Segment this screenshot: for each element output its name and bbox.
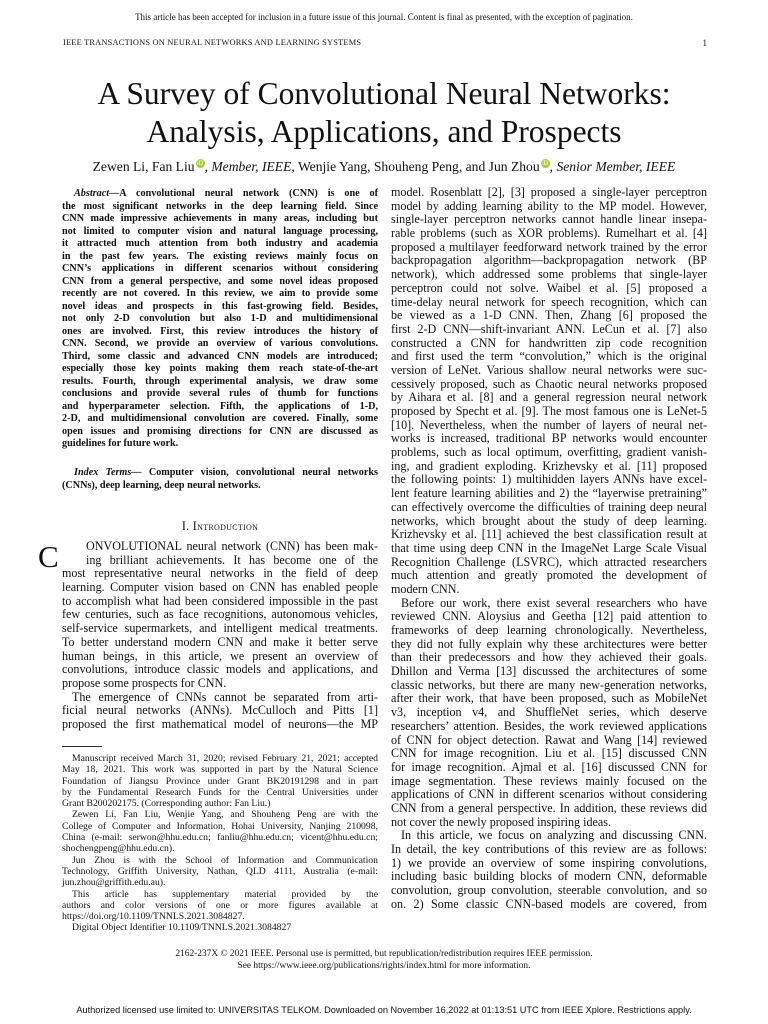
footnote-line: Foundation of Jiangsu Province under Grant BK20191298 and in part <box>62 775 378 787</box>
top-notice: This article has been accepted for inclusion in a future issue of this journal. Content is final as presented, with the exception of pagination. <box>135 12 633 22</box>
body-line: frameworks of deep learning chronologically. Nevertheless, <box>391 623 707 637</box>
body-line: proposed by Specht et al. [9]. The most famous one is LeNet-5 <box>391 404 707 418</box>
footnote-line: May 18, 2021. This work was supported in part by the Natural Science <box>62 764 378 776</box>
body-line: [10]. Nevertheless, when the number of layers of neural net- <box>391 417 707 432</box>
abstract-line: especially those key points making them reach state-of-the-art <box>62 363 378 374</box>
copyright-line[interactable]: See https://www.ieee.org/publications/rights/index.html for more information. <box>237 960 531 971</box>
abstract-line: recently are not covered. In this review, we aim to provide some <box>62 288 378 299</box>
body-line: Before our work, there exist several researchers who have <box>401 595 707 610</box>
body-line: human beings, in this article, we present an overview of <box>62 648 378 663</box>
abstract-line: in the past few years. The existing reviews mainly focus on <box>62 250 378 262</box>
paper-title <box>40 75 728 151</box>
body-line: proposed a multilayer feedforward network trained by the error <box>391 239 707 254</box>
footnote-line: China (e-mail: serwon@hhu.edu.cn; fanliu@hhu.edu.cn; vicent@hhu.edu.cn; <box>62 832 378 844</box>
abstract-line: ones are involved. First, this review introduces the history of <box>62 325 378 337</box>
body-line: few centuries, such as face recognitions, autonomous vehicles, <box>62 607 378 622</box>
body-line: In this article, we focus on analyzing and discussing CNN. <box>401 828 707 843</box>
body-line: classic networks, but there are many new-generation networks, <box>391 677 707 692</box>
body-line: image segmentation. These reviews mainly focused on the <box>391 773 707 788</box>
copyright-notice <box>0 949 768 972</box>
abstract-line: 2-D, and multidimensional convolution are covered. Finally, some <box>62 413 378 424</box>
body-line: Krizhevsky et al. [11] achieved the best classification result at <box>391 527 707 542</box>
footnote-line: Digital Object Identifier 10.1109/TNNLS.2021.3084827 <box>72 922 292 934</box>
author-line: Zewen Li, Fan Liu iD, Member, IEEE, Wenjie Yang, Shouheng Peng, and Jun Zhou iD, Senior Member, IEEE <box>92 159 676 174</box>
abstract-label: Abstract— <box>74 188 120 199</box>
title-line: A Survey of Convolutional Neural Networks: <box>97 76 671 111</box>
index-terms-label: Index Terms— <box>74 467 142 478</box>
orcid-icon[interactable]: iD <box>541 160 549 167</box>
body-line: C ONVOLUTIONAL neural network (CNN) has been mak- <box>38 539 378 574</box>
body-line: self-service supermarkets, and intelligent medical treatments. <box>62 621 378 636</box>
abstract-line: not limited to computer vision and natural language processing, <box>62 225 378 237</box>
abstract-line: CNN. Second, we provide an overview of various convolutions. <box>62 338 378 349</box>
footnote-line: jun.zhou@griffith.edu.au). <box>62 877 166 889</box>
body-line: convolution, group convolution, steerable convolution, and so <box>391 883 707 898</box>
body-line: first 2-D CNN—shift-invariant ANN. LeCun et al. [7] also <box>391 321 707 336</box>
body-line: much attention and greatly promoted the development of <box>391 568 707 583</box>
body-line: cessively proposed, such as Chaotic neural networks proposed <box>391 376 707 391</box>
body-line: CNN for image recognition. Liu et al. [15] discussed CNN <box>391 746 707 761</box>
body-line: learning. Computer vision based on CNN has enabled people <box>62 580 378 595</box>
footnote-line: This article has supplementary material provided by the <box>72 888 378 900</box>
author-membership: Senior Member, IEEE <box>556 159 676 174</box>
body-line: problems, such as local optimum, overfitting, gradient vanish- <box>391 445 707 460</box>
abstract-line: CNN’s applications in different scenarios without considering <box>62 263 378 274</box>
body-line: to accomplish what had been considered impossible in the past <box>62 593 378 608</box>
abstract-line: CNN made impressive achievements in many areas, including but <box>62 213 378 224</box>
footnote-rule <box>62 746 102 747</box>
abstract-line: Third, some classic and advanced CNN models are introduced; <box>62 350 378 362</box>
author-names: Zewen Li, Fan Liu <box>92 159 195 174</box>
body-line: modern CNN. <box>391 581 460 596</box>
drop-cap: C <box>38 539 59 574</box>
body-line: lent feature learning abilities and 2) the “layerwise pretraining” <box>391 486 707 501</box>
body-line: of CNN for object detection. Rawat and Wang [14] reviewed <box>391 732 707 747</box>
index-terms <box>62 467 378 492</box>
abstract-line: it attracted much attention from both industry and academia <box>62 238 378 249</box>
body-line: Dhillon and Verma [13] discussed the architectures of some <box>391 664 707 679</box>
body-line: 1) we provide an overview of some inspiring convolutions, <box>391 855 707 870</box>
body-line: including basic building blocks of modern CNN, deformable <box>391 869 707 884</box>
footnote-line: shochengpeng@hhu.edu.cn). <box>62 843 175 855</box>
body-line: propose some prospects for CNN. <box>62 675 227 690</box>
body-line: researchers’ attention. Besides, the work reviewed applications <box>391 718 707 733</box>
abstract <box>62 188 378 451</box>
body-line: be viewed as a 1-D CNN. Then, Zhang [6] proposed the <box>391 308 707 323</box>
footnote-line: Zewen Li, Fan Liu, Wenjie Yang, and Shouheng Peng are with the <box>72 809 378 821</box>
body-line: the following points: 1) multihidden layers ANNs have excel- <box>391 472 707 487</box>
body-line: convolutions, introduce classic models and applications, and <box>62 662 378 677</box>
body-line: ficial neural networks (ANNs). McCulloch and Pitts [1] <box>62 703 378 718</box>
abstract-line: novel ideas and prospects in this fast-growing field. Besides, <box>62 300 378 312</box>
body-line: backpropagation algorithm—backpropagation network (BP <box>391 253 707 268</box>
body-line: and first used the term “convolution,” which is the original <box>391 349 707 364</box>
body-line: network), which addressed some problems that single-layer <box>391 267 707 282</box>
body-line: than their predecessors and how they achieved their goals. <box>391 650 707 665</box>
footnote-line[interactable]: https://doi.org/10.1109/TNNLS.2021.3084827. <box>62 911 245 923</box>
body-line: The emergence of CNNs cannot be separated from arti- <box>72 689 378 704</box>
abstract-line: guidelines for future work. <box>62 438 179 449</box>
license-footer: Authorized licensed use limited to: UNIVERSITAS TELKOM. Downloaded on November 16,2022 at 01:13:51 UTC from IEEE Xplore. Restrictions apply. <box>76 1005 692 1015</box>
title-line: Analysis, Applications, and Prospects <box>146 114 622 149</box>
footnote-line: Technology, Griffith University, Nathan, QLD 4111, Australia (e-mail: <box>62 865 378 877</box>
footnote-line: Grant B200202175. (Corresponding author: Fan Liu.) <box>62 798 271 810</box>
body-line: single-layer perceptron networks cannot handle linear insepa- <box>391 212 707 227</box>
body-line: ing, and gradient exploding. Krizhevsky et al. [11] proposed <box>391 458 707 473</box>
author-membership: Member, IEEE <box>211 159 292 174</box>
body-line: CNN from a general perspective. In addition, these reviews did <box>391 800 707 815</box>
author-names: , Wenjie Yang, Shouheng Peng, and Jun Zhou <box>291 159 540 174</box>
body-line: they did not fully explain why these architectures were better <box>391 636 707 651</box>
body-line: model by adding learning ability to the MP model. However, <box>391 198 707 213</box>
footnote-line: College of Computer and Information, Hohai University, Nanjing 210098, <box>62 820 378 832</box>
footnotes <box>62 753 378 934</box>
copyright-line: 2162-237X © 2021 IEEE. Personal use is permitted, but republication/redistribution requires IEEE permission. <box>175 949 593 959</box>
body-line: v3, inception v4, and ShuffleNet series, which deserve <box>391 705 707 720</box>
abstract-line: CNN from a general perspective, and some novel ideas proposed <box>62 275 378 287</box>
section-heading: I. Introduction <box>181 519 259 533</box>
body-line: proposed the first mathematical model of neurons—the MP <box>62 716 378 731</box>
body-line: In detail, the key contributions of this review are as follows: <box>391 842 707 856</box>
footnote-line: Manuscript received March 31, 2020; revised February 21, 2021; accepted <box>72 753 378 764</box>
abstract-line: and hyperparameter selection. Fifth, the applications of 1-D, <box>62 400 378 412</box>
body-line: not cover the newly proposed inspiring ideas. <box>391 814 611 829</box>
journal-name: IEEE TRANSACTIONS ON NEURAL NETWORKS AND LEARNING SYSTEMS <box>63 38 362 47</box>
body-line: ing brilliant achievements. It has become one of the <box>86 552 378 567</box>
body-line: for image recognition. Ajmal et al. [16] discussed CNN for <box>391 759 707 774</box>
footnote-line: Jun Zhou is with the School of Information and Communication <box>72 854 378 866</box>
body-line: perceptron could not solve. Waibel et al. [5] proposed a <box>391 280 707 295</box>
body-line: model. Rosenblatt [2], [3] proposed a single-layer perceptron <box>391 185 707 199</box>
page-number: 1 <box>702 38 707 48</box>
abstract-line: open issues and promising directions for CNN are discussed as <box>62 425 378 437</box>
body-line: by Aihara et al. [8] and a general regression neural network <box>391 390 707 405</box>
body-line: most representative neural networks in the field of deep <box>62 566 378 581</box>
body-line: on. 2) Some classic CNN-based models are covered, from <box>391 896 707 911</box>
orcid-icon[interactable]: iD <box>196 160 204 167</box>
abstract-line: the most significant networks in the deep learning field. Since <box>62 200 378 212</box>
body-line: To better understand modern CNN and make it better serve <box>62 634 378 649</box>
body-line: can effectively overcome the difficulties of training deep neural <box>391 499 707 514</box>
body-line: works is increased, traditional BP networks would encounter <box>391 431 707 446</box>
footnote-line: by the Fundamental Research Funds for the Central Universities under <box>62 786 378 798</box>
body-line: networks, which brought about the study of deep learning. <box>391 513 707 528</box>
abstract-line: Abstract—A convolutional neural network (CNN) is one of <box>74 188 378 199</box>
intro-text <box>38 539 378 732</box>
body-line: version of LeNet. Various shallow neural networks were suc- <box>391 362 707 377</box>
footnote-line: authors and color versions of one or more figures available at <box>62 899 378 911</box>
body-line: reviewed CNN. Aloysius and Geetha [12] paid attention to <box>391 609 707 624</box>
body-line: applications of CNN in different scenarios without considering <box>391 787 707 802</box>
abstract-line: not only 2-D convolution but also 1-D and multidimensional <box>62 313 378 324</box>
body-line: Recognition Challenge (LSVRC), which attracted researchers <box>391 554 707 569</box>
abstract-line: conclusions and provide several rules of thumb for functions <box>62 388 378 399</box>
body-line: constructed a CNN for handwritten zip code recognition <box>391 335 707 350</box>
body-line: time-delay neural network for speech recognition, which can <box>391 294 707 309</box>
body-line: that time using deep CNN in the ImageNet Large Scale Visual <box>391 540 707 555</box>
body-line: after their work, that have been proposed, such as MobileNet <box>391 691 707 706</box>
index-terms-line: Index Terms— Computer vision, convolutional neural networks <box>74 467 378 478</box>
right-column-text <box>391 186 707 911</box>
abstract-line: results. Fourth, through experimental analysis, we draw some <box>62 375 378 387</box>
body-line: rable problems (such as XOR problems). Rumelhart et al. [4] <box>391 226 707 241</box>
index-terms-line: (CNNs), deep learning, deep neural networks. <box>62 479 261 491</box>
